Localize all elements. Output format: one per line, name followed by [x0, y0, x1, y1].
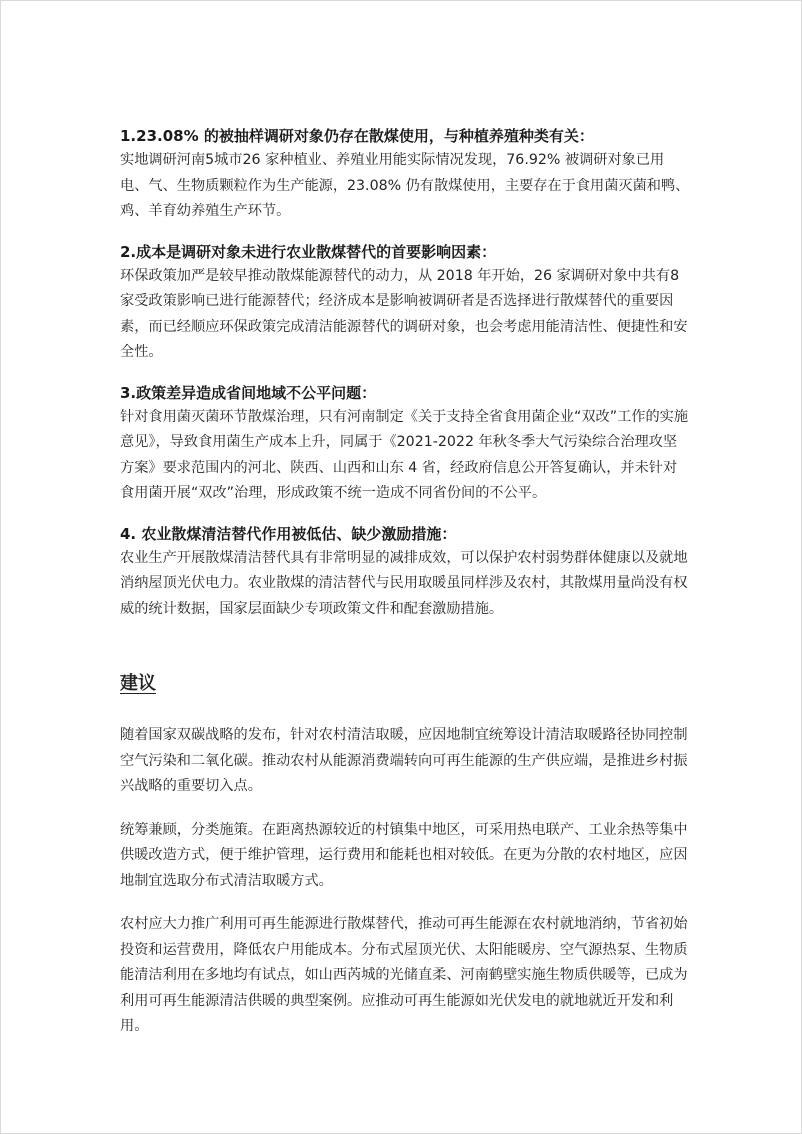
recommendation-paragraph: 统筹兼顾，分类施策。在距离热源较近的村镇集中地区，可采用热电联产、工业余热等集中供暖改造方式，便于维护管理，运行费用和能耗也相对较低。在更为分散的农村地区，应因地制宜选取分布式清洁取暖方式。: [120, 821, 688, 889]
finding-heading: 2.成本是调研对象未进行农业散煤替代的首要影响因素：: [120, 242, 497, 261]
recommendation-paragraph: 随着国家双碳战略的发布，针对农村清洁取暖，应因地制宜统筹设计清洁取暖路径协同控制空气污染和二氧化碳。推动农村从能源消费端转向可再生能源的生产供应端，是推进乡村振兴战略的重要切入点。: [120, 727, 688, 794]
recommendations-title: 建议: [120, 673, 156, 694]
document-body: [120, 124, 690, 1058]
finding-body: 实地调研河南5城市26 家种植业、养殖业用能实际情况发现，76.92% 被调研对象已用电、气、生物质颗粒作为生产能源，23.08% 仍有散煤使用，主要存在于食用菌灭菌和鸭、鸡、羊育幼养殖生产环节。: [120, 152, 690, 219]
finding-section-3: [120, 381, 690, 507]
finding-body: 针对食用菌灭菌环节散煤治理，只有河南制定《关于支持全省食用菌企业“双改”工作的实施意见》，导致食用菌生产成本上升，同属于《2021-2022 年秋冬季大气污染综合治理攻坚方案》要求范围内的河北、陕西、山西和山东 4 省，经政府信息公开答复确认，并未针对食用菌开展“双改”治理，形成政策不统一造成不同省份间的不公平。: [120, 408, 689, 501]
finding-heading: 4. 农业散煤清洁替代作用被低估、缺少激励措施：: [120, 524, 457, 543]
finding-body: 农业生产开展散煤清洁替代具有非常明显的减排成效，可以保护农村弱势群体健康以及就地消纳屋顶光伏电力。农业散煤的清洁替代与民用取暖虽同样涉及农村，其散煤用量尚没有权威的统计数据，国家层面缺少专项政策文件和配套激励措施。: [120, 549, 688, 617]
finding-section-4: [120, 522, 690, 623]
finding-section-2: [120, 240, 690, 366]
recommendation-paragraph: 农村应大力推广利用可再生能源进行散煤替代，推动可再生能源在农村就地消纳，节省初始投资和运营费用，降低农户用能成本。分布式屋顶光伏、太阳能暖房、空气源热泵、生物质能清洁利用在多地均有试点，如山西芮城的光储直柔、河南鹤壁实施生物质供暖等，已成为利用可再生能源清洁供暖的典型案例。应推动可再生能源如光伏发电的就地就近开发和利用。: [120, 916, 688, 1034]
finding-body: 环保政策加严是较早推动散煤能源替代的动力，从 2018 年开始，26 家调研对象中共有8家受政策影响已进行能源替代；经济成本是影响被调研者是否选择进行散煤替代的重要因素，而已经顺应环保政策完成清洁能源替代的调研对象，也会考虑用能清洁性、便捷性和安全性。: [120, 267, 688, 360]
finding-section-1: [120, 124, 690, 225]
finding-heading: 1.23.08% 的被抽样调研对象仍存在散煤使用，与种植养殖种类有关：: [120, 127, 594, 145]
finding-heading: 3.政策差异造成省间地域不公平问题：: [120, 383, 377, 402]
